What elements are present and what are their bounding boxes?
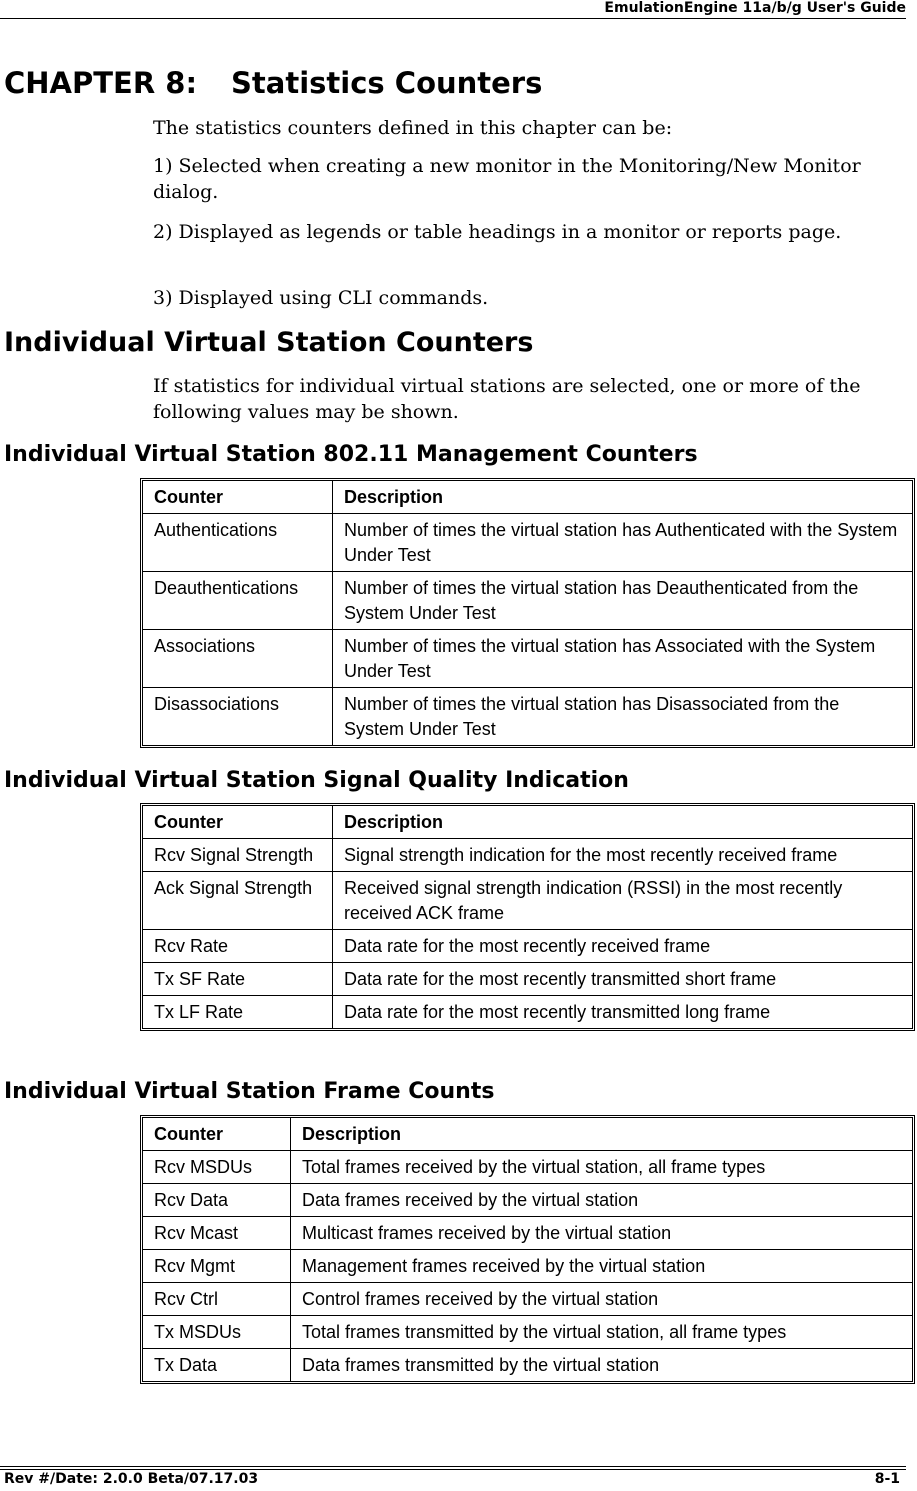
table-row bbox=[143, 930, 912, 963]
table-row bbox=[143, 514, 912, 572]
table-header-row bbox=[143, 481, 912, 514]
table-row bbox=[143, 839, 912, 872]
description-cell: Data rate for the most recently transmitted long frame bbox=[344, 1002, 771, 1022]
description-cell: Data rate for the most recently transmitted short frame bbox=[333, 963, 912, 996]
description-cell: Number of times the virtual station has Deauthenticated from the System Under Test bbox=[333, 572, 912, 630]
column-header: Counter bbox=[143, 481, 333, 514]
table-row bbox=[143, 872, 912, 930]
mgmt-counters-table bbox=[140, 478, 915, 748]
table-row bbox=[143, 688, 912, 745]
chapter-label: CHAPTER 8: bbox=[4, 66, 198, 100]
counter-cell: Ack Signal Strength bbox=[143, 872, 333, 930]
page-number: 8-1 bbox=[874, 1471, 900, 1487]
description-cell: Control frames received by the virtual station bbox=[291, 1283, 912, 1316]
counter-cell: Disassociations bbox=[143, 688, 333, 745]
table-row bbox=[143, 572, 912, 630]
table-row bbox=[143, 1283, 912, 1316]
table-row bbox=[143, 1316, 912, 1349]
table-row bbox=[143, 1151, 912, 1184]
table-header-row bbox=[143, 806, 912, 839]
section-heading: Individual Virtual Station Counters bbox=[4, 327, 534, 358]
description-cell: Number of times the virtual station has Disassociated from the System Under Test bbox=[344, 694, 840, 739]
column-header: Description bbox=[333, 481, 912, 514]
column-header: Counter bbox=[143, 806, 333, 839]
counter-cell: Rcv Mcast bbox=[143, 1217, 291, 1250]
section-text: If statistics for individual virtual stations are selected, one or more of the following values may be shown. bbox=[153, 375, 861, 423]
description-cell: Data rate for the most recently received frame bbox=[333, 930, 912, 963]
counter-cell: Tx Data bbox=[143, 1349, 291, 1381]
description-cell: Received signal strength indication (RSSI) in the most recently received ACK frame bbox=[333, 872, 912, 930]
running-header: EmulationEngine 11a/b/g User's Guide bbox=[0, 0, 906, 19]
description-cell: Signal strength indication for the most recently received frame bbox=[333, 839, 912, 872]
description-cell: Multicast frames received by the virtual station bbox=[291, 1217, 912, 1250]
intro-item-1: 1) Selected when creating a new monitor in the Monitoring/New Monitor dialog. bbox=[153, 155, 861, 203]
table-row bbox=[143, 963, 912, 996]
intro-lead: The statistics counters defined in this chapter can be: bbox=[153, 117, 673, 139]
running-footer bbox=[0, 1469, 906, 1491]
intro-item-2: 2) Displayed as legends or table headings in a monitor or reports page. bbox=[153, 221, 842, 243]
table-header-row bbox=[143, 1118, 912, 1151]
counter-cell: Rcv MSDUs bbox=[143, 1151, 291, 1184]
signal-table-heading: Individual Virtual Station Signal Quality Indication bbox=[4, 768, 629, 793]
description-cell: Management frames received by the virtual station bbox=[291, 1250, 912, 1283]
table-row bbox=[143, 1184, 912, 1217]
signal-quality-table bbox=[140, 803, 915, 1031]
counter-cell: Authentications bbox=[143, 514, 333, 572]
table-row bbox=[143, 630, 912, 688]
counter-cell: Tx MSDUs bbox=[143, 1316, 291, 1349]
mgmt-table-heading: Individual Virtual Station 802.11 Management Counters bbox=[4, 442, 698, 467]
table-row bbox=[143, 996, 912, 1028]
description-cell: Total frames received by the virtual station, all frame types bbox=[291, 1151, 912, 1184]
counter-cell: Rcv Signal Strength bbox=[143, 839, 333, 872]
table-row bbox=[143, 1250, 912, 1283]
counter-cell: Rcv Data bbox=[143, 1184, 291, 1217]
table-row bbox=[143, 1217, 912, 1250]
counter-cell: Rcv Rate bbox=[143, 930, 333, 963]
description-cell: Data frames transmitted by the virtual station bbox=[302, 1355, 660, 1375]
counter-cell: Tx SF Rate bbox=[143, 963, 333, 996]
column-header: Counter bbox=[143, 1118, 291, 1151]
revision-date: Rev #/Date: 2.0.0 Beta/07.17.03 bbox=[4, 1471, 259, 1487]
counter-cell: Rcv Mgmt bbox=[143, 1250, 291, 1283]
column-header: Description bbox=[333, 806, 912, 839]
counter-cell: Tx LF Rate bbox=[143, 996, 333, 1028]
description-cell: Data frames received by the virtual station bbox=[291, 1184, 912, 1217]
intro-item-3: 3) Displayed using CLI commands. bbox=[153, 287, 489, 309]
counter-cell: Rcv Ctrl bbox=[143, 1283, 291, 1316]
table-row bbox=[143, 1349, 912, 1381]
frame-counts-table bbox=[140, 1115, 915, 1384]
footer-rule bbox=[0, 1466, 906, 1467]
description-cell: Number of times the virtual station has Authenticated with the System Under Test bbox=[333, 514, 912, 572]
frames-table-heading: Individual Virtual Station Frame Counts bbox=[4, 1079, 495, 1104]
chapter-heading bbox=[4, 66, 542, 100]
column-header: Description bbox=[291, 1118, 912, 1151]
chapter-title: Statistics Counters bbox=[231, 66, 543, 100]
description-cell: Number of times the virtual station has Associated with the System Under Test bbox=[333, 630, 912, 688]
counter-cell: Deauthentications bbox=[143, 572, 333, 630]
description-cell: Total frames transmitted by the virtual station, all frame types bbox=[291, 1316, 912, 1349]
counter-cell: Associations bbox=[143, 630, 333, 688]
